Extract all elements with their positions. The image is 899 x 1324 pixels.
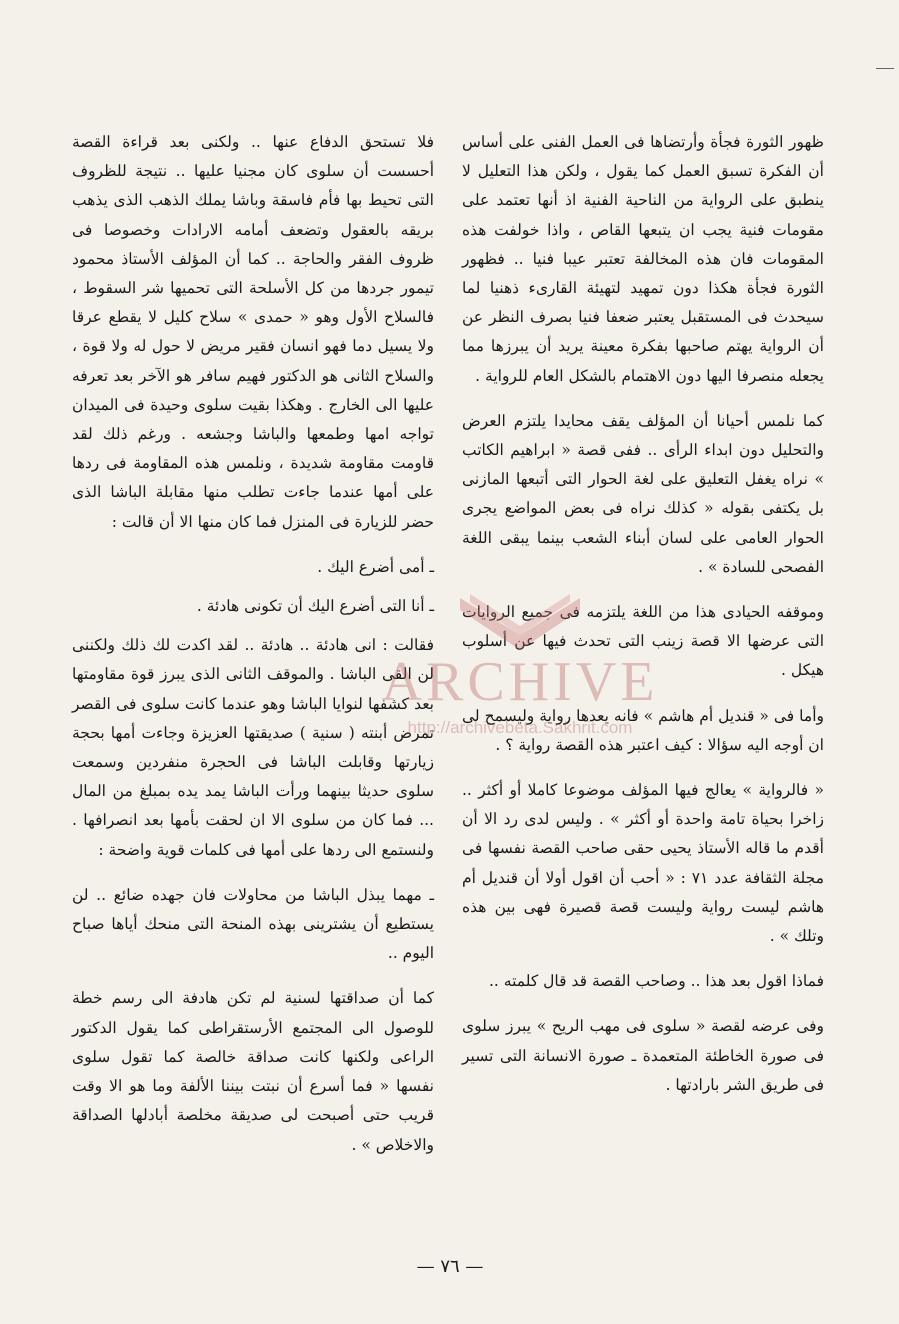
paragraph: ظهور الثورة فجأة وأرتضاها فى العمل الفنى على أساس أن الفكرة تسبق العمل كما يقول ، ولكن هذا التعليل لا ينطبق على الرواية من الناحية الفنية اذ أنها تعتمد على مقومات فنية يجب ان يتبعها القاص ، واذا خولفت هذه المقومات فان هذه المخالفة تعتبر عيبا فنيا .. فظهور الثورة فجأة هكذا دون تمهيد لتهيئة القارىء ذهنيا لما سيحدث فى المستقبل يعتبر ضعفا فنيا بصرف النظر عن أن الرواية يهتم صاحبها بفكرة معينة يريد أن يبرزها مما يجعله منصرفا اليها دون الاهتمام بالشكل العام للرواية . [462,133,824,385]
page-number: — ٧٦ — [416,1256,484,1277]
dialogue-line: ـ أمى أضرع اليك . [317,557,434,576]
dialogue-line: ـ أنا التى أضرع اليك أن تكونى هادئة . [196,597,434,616]
paragraph: فلا تستحق الدفاع عنها .. ولكنى بعد قراءة القصة أحسست أن سلوى كان مجنيا عليها .. نتيجة للظروف التى تحيط بها فأم فاسقة وباشا يملك الذهب الذى يذهب بريقه بالعقول وتضعف أمامه الارادات وخصوصا فى ظروف الفقر والحاجة .. كما أن المؤلف الأستاذ محمود تيمور جردها من كل الأسلحة التى تحميها شر السقوط ، فالسلاح الأول وهو « حمدى » سلاح كليل لا يقطع عرقا ولا يسيل دما فهو انسان فقير مريض لا حول له ولا قوة ، والسلاح الثانى هو الدكتور فهيم سافر هو الآخر بعد تعرفه عليها الى الخارج . وهكذا بقيت سلوى وحيدة فى الميدان تواجه امها وطمعها والباشا وجشعه . ورغم ذلك لقد قاومت مقاومة شديدة ، ونلمس هذه المقاومة فى ردها على أمها عندما جاءت تطلب منها مقابلة الباشا الذى حضر للزيارة فى المنزل فما كان منها الا أن قالت : [72,133,434,531]
left-column [72,128,434,1160]
paragraph: « فالرواية » يعالج فيها المؤلف موضوعا كاملا أو أكثر .. زاخرا بحياة تامة واحدة أو أكثر » . وليس لدى رد الا أن أقدم ما قاله الأستاذ يحيى حقى صاحب القصة نفسها فى مجلة الثقافة عدد ٧١ : « أحب أن اقول أولا أن قنديل أم هاشم ليست رواية وليست قصة قصيرة فهى بين هذه وتلك » . [462,781,824,946]
paragraph: وفى عرضه لقصة « سلوى فى مهب الريح » يبرز سلوى فى صورة الخاطئة المتعمدة ـ صورة الانسانة التى تسير فى طريق الشر بارادتها . [462,1017,824,1094]
corner-mark [876,68,894,69]
dialogue-line: ـ مهما يبذل الباشا من محاولات فان جهده ضائع .. لن يستطيع أن يشترينى بهذه المنحة التى منحك أياها صباح اليوم .. [72,885,434,963]
watermark-text: ARCHIVE [381,651,659,713]
paragraph: وموقفه الحيادى هذا من اللغة يلتزمه فى جميع الروايات التى عرضها الا قصة زينب التى تحدث فيها عن أسلوب هيكل . [462,603,824,680]
paragraph: كما أن صداقتها لسنية لم تكن هادفة الى رسم خطة للوصول الى المجتمع الأرستقراطى كما يقول الدكتور الراعى ولكنها كانت صداقة خالصة كما تقول سلوى نفسها « فما أسرع أن نبتت بيننا الألفة وما هو الا وقت قريب حتى أصبحت لى صديقة مخلصة أبادلها الصداقة والاخلاص » . [72,989,434,1154]
paragraph: فماذا اقول بعد هذا .. وصاحب القصة قد قال كلمته .. [489,972,824,991]
watermark-url: http://archivebeta.Sakhrit.com [407,718,633,737]
paragraph: كما نلمس أحيانا أن المؤلف يقف محايدا يلتزم العرض والتحليل دون ابداء الرأى .. ففى قصة « ابراهيم الكاتب » نراه يغفل التعليق على لغة الحوار التى أتبعها المازنى بل يكتفى بقوله « كذلك نراه فى بعض المواضع يجرى الحوار العامى على لسان أبناء الشعب بينما يبقى اللغة الفصحى للسادة » . [462,411,824,576]
right-column [462,128,824,1100]
paragraph: فقالت : انى هادئة .. هادئة .. لقد اكدت لك ذلك ولكننى لن القى الباشا . والموقف الثانى الذى يبرز قوة مقاومتها بعد كشفها لنوايا الباشا وهو عندما كانت سلوى فى القصر تمرض أبنته ( سنية ) صديقتها العزيزة وجاءت أمها بحجة زيارتها وقابلت الباشا فى الحجرة منفردين وسمعت سلوى حديثا بينهما ورأت الباشا يمد يده بمبلغ من المال ... فما كان من سلوى الا ان لحقت بأمها بعد انصرافها . ولنستمع الى ردها على أمها فى كلمات قوية واضحة : [72,636,434,859]
paragraph: وأما فى « قنديل أم هاشم » فانه يعدها رواية وليسمح لى ان أوجه اليه سؤالا : كيف اعتبر هذه القصة رواية ؟ . [462,706,824,754]
